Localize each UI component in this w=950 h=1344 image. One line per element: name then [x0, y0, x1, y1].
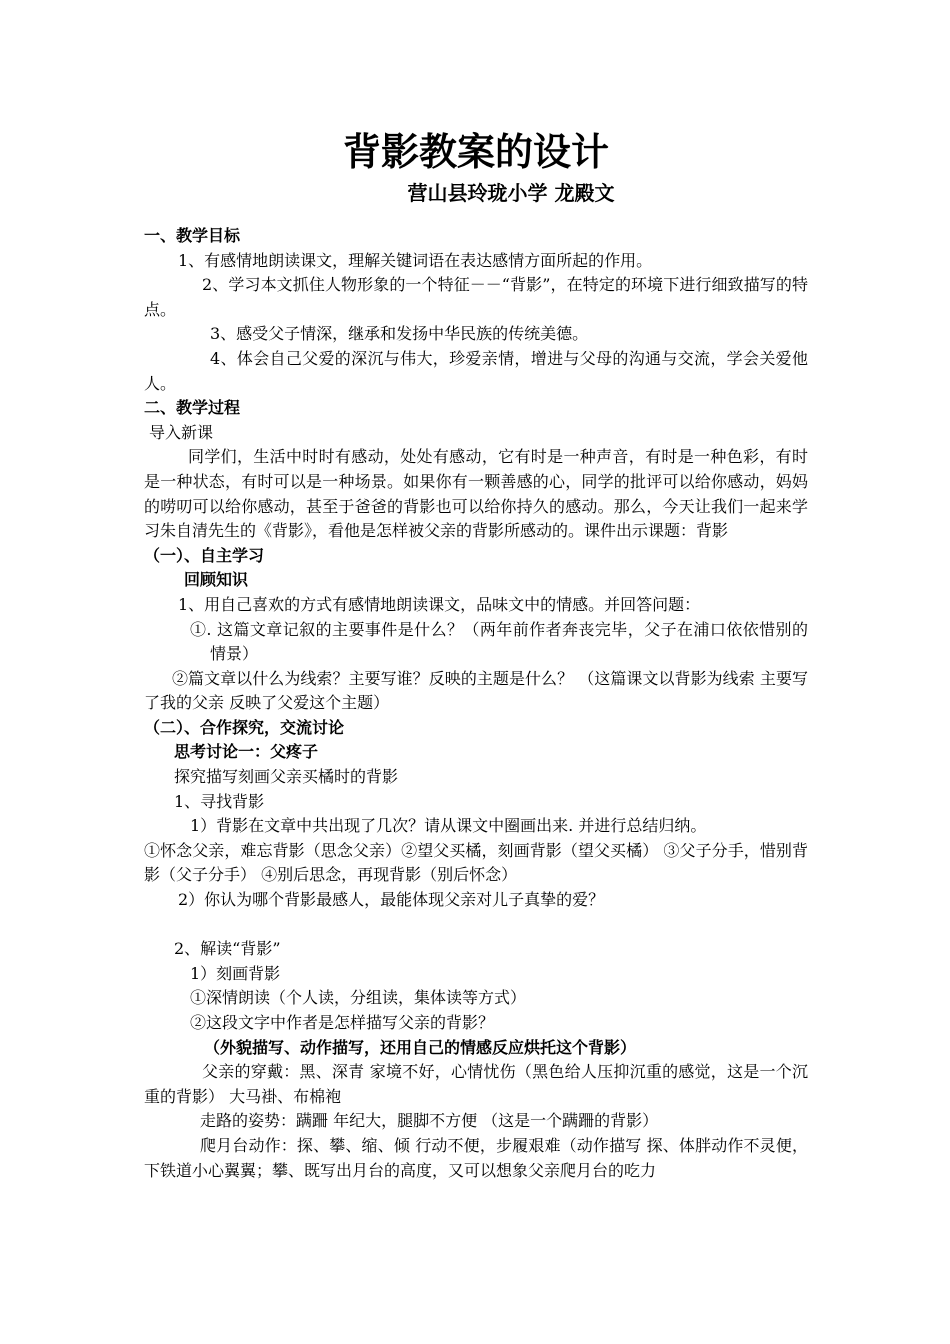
section-heading-self-study: （一）、自主学习 — [144, 545, 265, 565]
question-most-moving: 2）你认为哪个背影最感人，最能体现父亲对儿子真挚的爱？ — [178, 890, 605, 910]
objective-1: 1、有感情地朗读课文，理解关键词语在表达感情方面所起的作用。 — [178, 250, 653, 270]
document-title: 背影教案的设计 — [342, 130, 609, 174]
discussion-focus: 探究描写刻画父亲买橘时的背影 — [174, 767, 399, 787]
question-occurrences: 1）背影在文章中共出现了几次？请从课文中圈画出来. 并进行总结归纳。 — [190, 816, 707, 836]
answer-how-described: （外貌描写、动作描写，还用自己的情感反应烘托这个背影） — [204, 1037, 637, 1057]
section-heading-discussion: （二）、合作探究，交流讨论 — [144, 717, 345, 737]
section-heading-objectives: 一、教学目标 — [144, 226, 241, 245]
detail-clothing: 父亲的穿戴：黑、深青 家境不好，心情忧伤（黑色给人压抑沉重的感觉，这是一个沉重的背影） 大马褂、布棉袍 — [144, 1062, 808, 1106]
step-find-back: 1、寻找背影 — [174, 791, 265, 811]
objective-3: 3、感受父子情深，继承和发扬中华民族的传统美德。 — [210, 324, 589, 344]
objective-4: 4、体会自己父爱的深沉与伟大，珍爱亲情，增进与父母的沟通与交流，学会关爱他人。 — [144, 348, 808, 393]
subheading-review: 回顾知识 — [184, 570, 249, 590]
section-heading-process: 二、教学过程 — [144, 398, 241, 418]
detail-walking: 走路的姿势：蹒跚 年纪大，腿脚不方便 （这是一个蹒跚的背影） — [200, 1111, 659, 1131]
blank-line — [144, 913, 808, 938]
review-answer-2: ②篇文章以什么为线索？主要写谁？反映的主题是什么？ （这篇课文以背影为线索 主要写了我的父亲 反映了父爱这个主题） — [144, 668, 808, 713]
intro-paragraph: 同学们，生活中时时有感动，处处有感动，它有时是一种声音，有时是一种色彩，有时是一种状态，有时可以是一种场景。如果你有一颗善感的心，同学的批评可以给你感动，妈妈的唠叨可以给你感动，甚至于爸爸的背影也可以给你持久的感动。那么，今天让我们一起来学习朱自清先生的《背影》，看他是怎样被父亲的背影所感动的。课件出示课题：背影 — [144, 447, 808, 541]
review-answer-1: ①. 这篇文章记叙的主要事件是什么？（两年前作者奔丧完毕，父子在浦口依依惜别的情景） — [190, 619, 808, 664]
subpoint-depict-back: 1）刻画背影 — [190, 963, 281, 983]
step-interpret-back: 2、解读“背影” — [174, 939, 281, 959]
subpoint-reading: ①深情朗读（个人读，分组读，集体读等方式） — [190, 988, 527, 1008]
answer-occurrences: ①怀念父亲，难忘背影（思念父亲）②望父买橘，刻画背影（望父买橘） ③父子分手，惜别背影（父子分手） ④别后思念，再现背影（别后怀念） — [144, 840, 808, 885]
review-question-1: 1、用自己喜欢的方式有感情地朗读课文，品味文中的情感。并回答问题： — [178, 594, 701, 614]
subheading-intro: 导入新课 — [149, 422, 214, 442]
detail-climbing: 爬月台动作：探、攀、缩、倾 行动不便，步履艰难（动作描写 探、体胖动作不灵便，下铁道小心翼翼；攀、既写出月台的高度，又可以想象父亲爬月台的吃力 — [144, 1135, 808, 1180]
discussion-topic-1: 思考讨论一：父疼子 — [174, 742, 319, 762]
objective-2: 2、学习本文抓住人物形象的一个特征－－“背影”，在特定的环境下进行细致描写的特点。 — [144, 275, 808, 319]
subpoint-how-described: ②这段文字中作者是怎样描写父亲的背影？ — [190, 1013, 495, 1032]
document-author: 营山县玲珑小学 龙殿文 — [407, 181, 615, 205]
document-page — [144, 126, 808, 1183]
